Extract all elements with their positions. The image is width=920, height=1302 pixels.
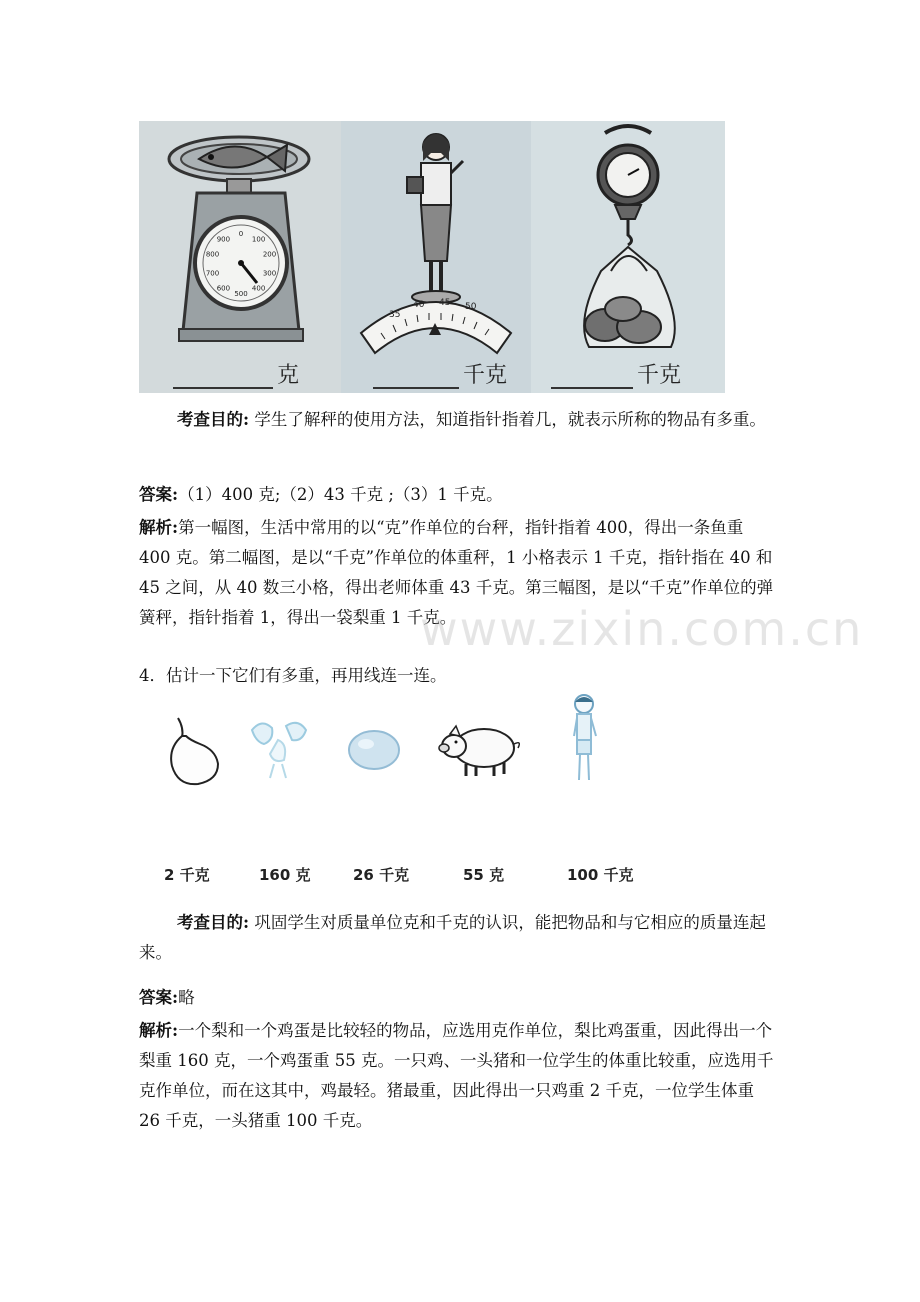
egg-picture: [346, 726, 402, 778]
dial-label: 700: [205, 269, 220, 278]
pig-picture: [438, 718, 522, 784]
q3-answer-text: （1）400 克;（2）43 千克 ;（3）1 千克。: [178, 485, 503, 504]
weight-label-2: 160 克: [259, 866, 311, 884]
dial-label: 900: [216, 235, 231, 244]
q4-analysis-text: 一个梨和一个鸡蛋是比较轻的物品，应选用克作单位，梨比鸡蛋重，因此得出一个梨重 160 克，一个鸡蛋重 55 克。一只鸡、一头猪和一位学生的体重比较重，应选用千克作单位，而在这其中，鸡最轻。猪最重，因此得出一只鸡重 2 千克，一位学生体重 26 千克，一头猪重 100 千克。: [139, 1021, 774, 1130]
q3-answer: [139, 480, 779, 510]
q4-answer: [139, 983, 779, 1013]
dial-label: 0: [238, 230, 244, 238]
watermark: www.zixin.com.cn: [420, 602, 864, 656]
weight-label-5: 100 千克: [567, 866, 634, 884]
dial-label: 100: [251, 235, 266, 244]
weight-label-3: 26 千克: [353, 866, 410, 884]
q3-analysis-label: 解析:: [139, 518, 179, 537]
q4-analysis: [139, 1016, 779, 1136]
dial-label: 200: [262, 250, 277, 259]
body-scale-picture: [341, 121, 531, 393]
tick-50: 50: [465, 302, 477, 312]
panel2-unit: 千克: [463, 363, 508, 388]
q4-purpose-text: 巩固学生对质量单位克和千克的认识，能把物品和与它相应的质量连起来。: [139, 913, 766, 962]
q4-purpose-label: 考查目的:: [177, 913, 250, 932]
panel1-unit: 克: [277, 363, 300, 388]
dial-label: 400: [251, 284, 266, 293]
tick-40: 40: [413, 300, 425, 310]
student-picture: [566, 692, 606, 792]
platform-scale-picture: [139, 121, 341, 393]
q4-purpose: [139, 908, 779, 968]
dial-label: 800: [205, 250, 220, 259]
q3-purpose-text: 学生了解秤的使用方法，知道指针指着几，就表示所称的物品有多重。: [254, 410, 766, 429]
q3-purpose-label: 考查目的:: [177, 410, 250, 429]
q4-title: 4．估计一下它们有多重，再用线连一连。: [139, 666, 447, 685]
weight-label-1: 2 千克: [164, 866, 210, 884]
dial-label: 500: [234, 290, 248, 298]
tick-35: 35: [389, 310, 401, 320]
q3-analysis-text: 第一幅图，生活中常用的以“克”作单位的台秤，指针指着 400，得出一条鱼重 400 克。第二幅图，是以“千克”作单位的体重秤，1 小格表示 1 千克，指针指在 40 和 45 之间，从 40 数三小格，得出老师体重 43 千克。第三幅图，是以“千克”作单位的弹簧秤，指针指着 1，得出一袋梨重 1 千克。: [139, 518, 774, 627]
panel3-unit: 千克: [637, 363, 682, 388]
q4-answer-label: 答案:: [139, 988, 179, 1007]
q3-purpose: [139, 405, 779, 435]
pear-picture: [164, 712, 226, 792]
q4-answer-text: 略: [178, 988, 195, 1007]
q4-analysis-label: 解析:: [139, 1021, 179, 1040]
spring-scale-picture: [531, 121, 725, 393]
weight-label-4: 55 克: [463, 866, 505, 884]
tick-45: 45: [439, 298, 451, 308]
dial-label: 600: [216, 284, 231, 293]
dial-label: 300: [262, 269, 277, 278]
q3-answer-label: 答案:: [139, 485, 179, 504]
chicken-picture: [244, 716, 314, 790]
